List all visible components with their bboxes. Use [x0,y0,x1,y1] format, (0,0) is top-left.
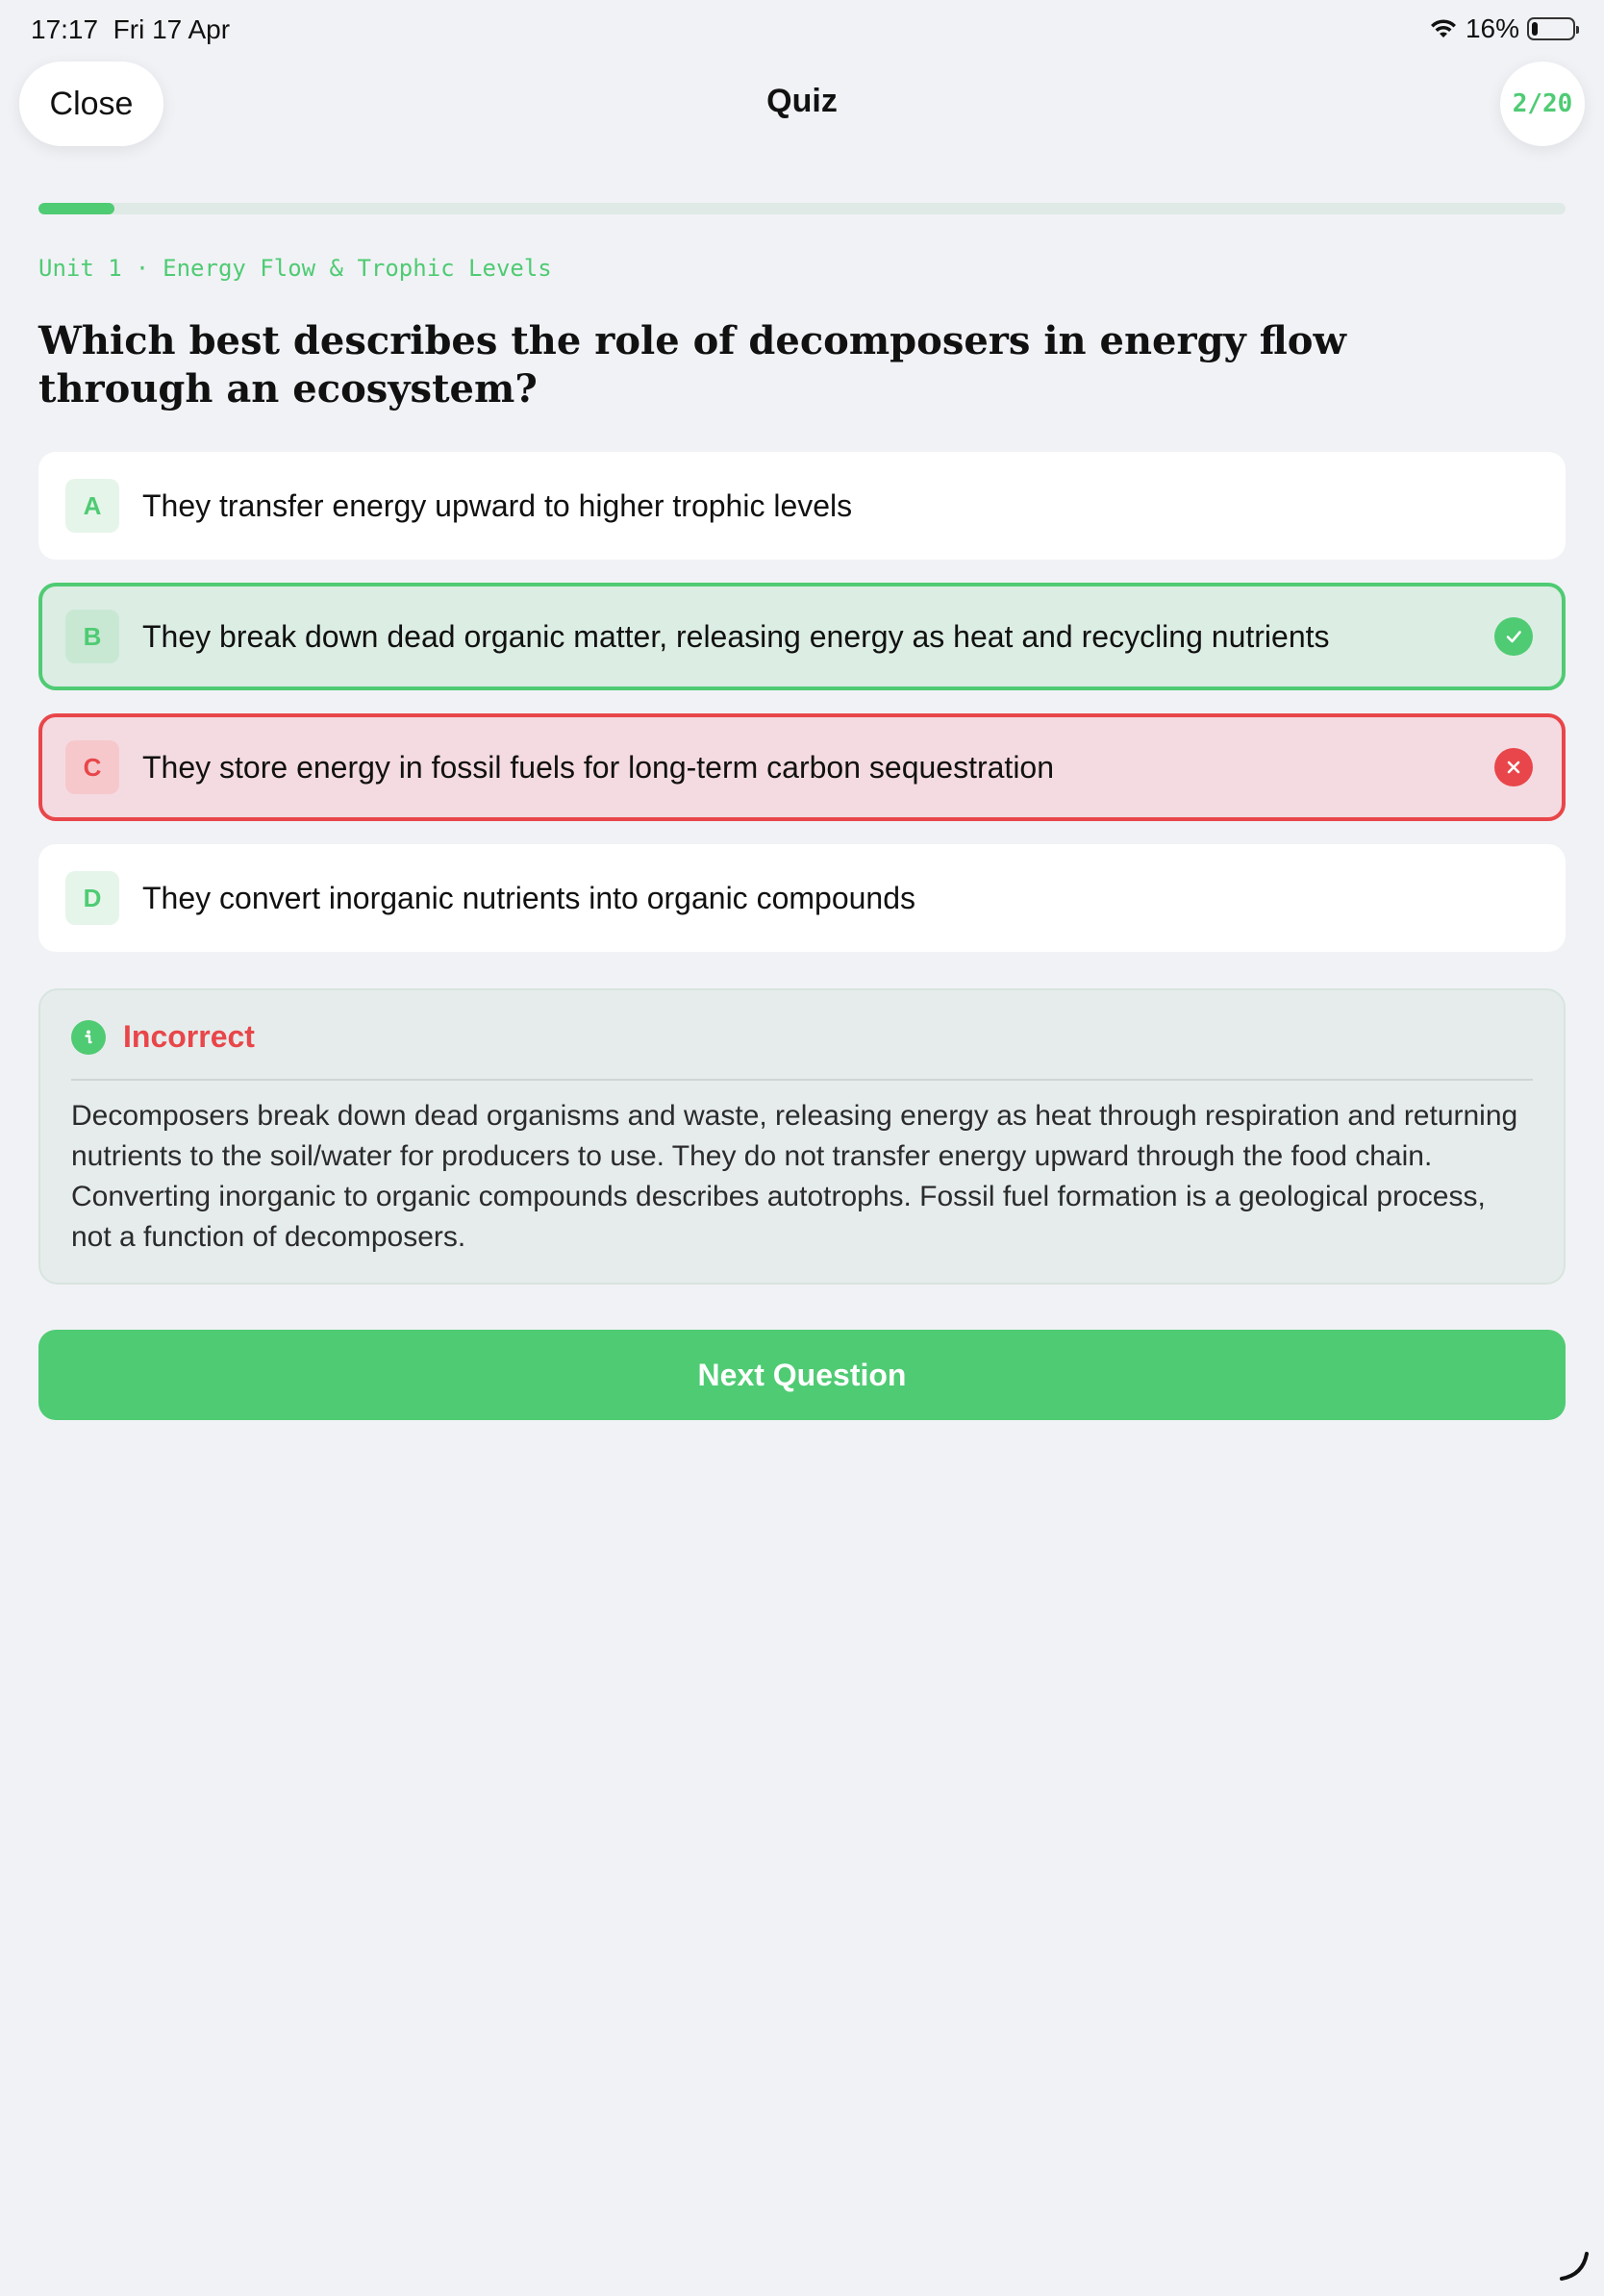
option-a[interactable] [38,452,1566,560]
info-icon [71,1020,106,1055]
option-letter: D [65,871,119,925]
breadcrumb-unit: Unit 1 [38,255,122,282]
breadcrumb-topic: Energy Flow & Trophic Levels [163,255,552,282]
option-c[interactable] [38,713,1566,821]
status-date: Fri 17 Apr [113,14,231,44]
option-text: They convert inorganic nutrients into organic compounds [142,880,915,915]
feedback-divider [71,1079,1533,1081]
option-letter: C [65,740,119,794]
status-clock: 17:17 [31,14,99,44]
status-right [1429,13,1575,44]
status-bar [0,0,1604,62]
battery-icon [1527,17,1575,40]
option-letter: B [65,610,119,663]
question-counter: 2/20 [1500,62,1585,146]
battery-percent: 16% [1465,13,1519,43]
breadcrumb [38,255,552,282]
feedback-panel [38,988,1566,1285]
battery-level [1532,22,1538,36]
status-time [31,14,230,45]
feedback-title: Incorrect [123,1019,255,1054]
option-b[interactable] [38,583,1566,690]
question-text: Which best describes the role of decomposers in energy flow through an ecosystem? [38,318,1346,412]
option-d[interactable] [38,844,1566,952]
progress-bar [38,203,1566,214]
answer-options [38,452,1566,975]
option-text: They break down dead organic matter, releasing energy as heat and recycling nutrients [142,618,1330,654]
wifi-icon [1429,18,1458,39]
x-circle-icon [1494,748,1533,786]
option-text: They store energy in fossil fuels for long-term carbon sequestration [142,749,1055,785]
breadcrumb-separator: · [135,255,150,282]
feedback-header [71,1019,255,1055]
option-letter: A [65,479,119,533]
resize-handle-icon[interactable] [1558,2250,1591,2283]
feedback-explanation: Decomposers break down dead organisms and waste, releasing energy as heat through respiration and returning nutrients to the soil/water for producers to use. They do not transfer energy upward through the food chain. Converting inorganic to organic compounds describes autotrophs. Fossil fuel formation is a geological process, not a function of decomposers. [71,1100,1518,1253]
close-button[interactable]: Close [19,62,163,146]
page-title: Quiz [766,83,838,119]
next-question-button[interactable]: Next Question [38,1330,1566,1420]
progress-fill [38,203,114,214]
check-circle-icon [1494,617,1533,656]
option-text: They transfer energy upward to higher trophic levels [142,487,853,523]
